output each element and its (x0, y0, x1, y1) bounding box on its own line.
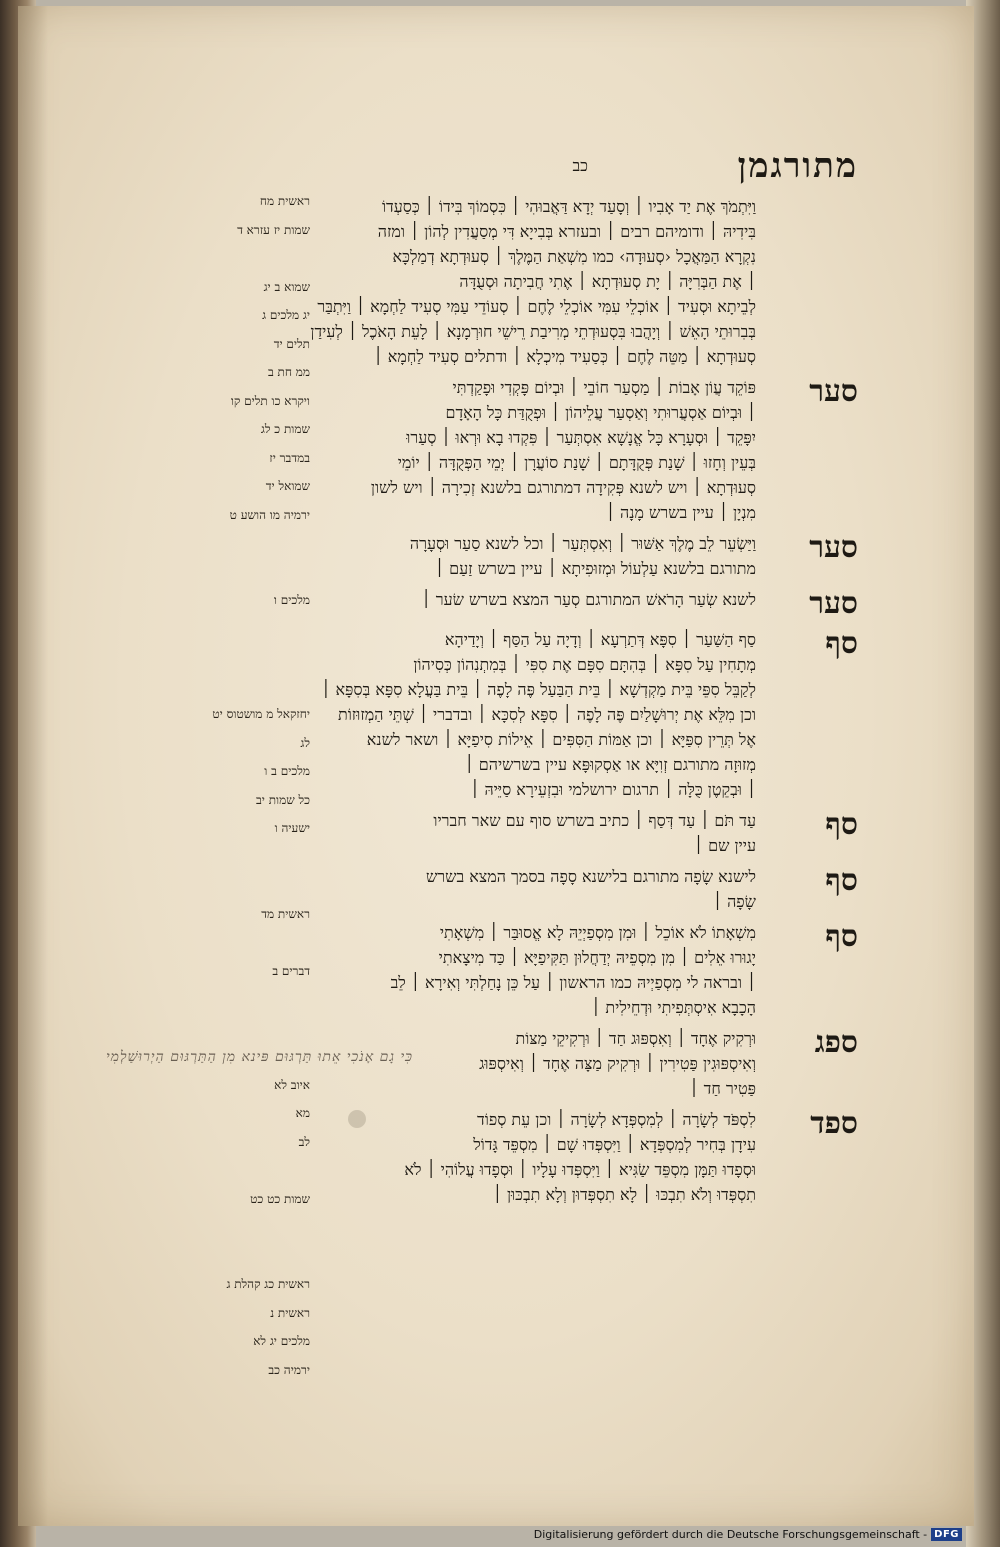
entry-root-word: סער (809, 374, 858, 409)
entry-text-line: נִקְרָא הַמַּאֲכָל ‹סְעוּדָה› כמו מִשְׁאַת הַמֶּלֶךְ ׀ סְעוּדְתָא דְמַלְכָּא (392, 247, 756, 266)
entry-text-line: ׀ אֶת הַבְּרִיָּה ׀ יָת סְעוּדְתָא ׀ אֶתִי חֲבִיתָה וּסְעֻדָּה (459, 272, 756, 291)
entry-text-line: בְּעֵין וְחָזוּ ׀ שָׁנַת פְּקֻדָּתָם ׀ שָׁנַת סוֹעֲרָן ׀ יְמֵי הַפְּקֻדָּה ׀ יוֹמֵי (397, 453, 756, 472)
margin-reference: שמות כ לג (260, 422, 310, 436)
dictionary-entry (168, 531, 858, 581)
margin-reference: שמות יז עזרא ד (237, 222, 310, 237)
entry-text-line: סְעוּדְתָא ׀ ויש לשנא פְּקִידָה דמתורגם בלשנא זְכִירָה ׀ ויש לשון (370, 478, 756, 497)
entry-text-line: לִסְפֹּד לְשָׂרָה ׀ לְמִסְפְּדָא לְשָׂרָה ׀ וכן עֵת סְפוֹד (477, 1110, 756, 1129)
margin-reference: איוב לא (274, 1077, 310, 1092)
margin-reference: שמואל יד (265, 479, 310, 493)
entry-text-line: שָׂפָה ׀ (712, 892, 756, 911)
entry-root-word: ספד (810, 1106, 858, 1141)
entry-text-line: עַד תֹּם ׀ עַד דְּסַף ׀ כתיב בשרש סוף עם שאר חבריו (433, 811, 756, 830)
entry-text-line: אֶל תְּרֵין סִפַּיָּא ׀ וכן אַמּוֹת הַסִּפִּים ׀ אֵילוֹת סִיפַיָּא ׀ ושאר לשנא (366, 730, 756, 749)
entry-text-line: סַף הַשַּׁעַר ׀ סִפָּא דְּתַרְעָא ׀ וְדָיָה עַל הַסַּף ׀ וְיָדַיהָא (444, 630, 756, 649)
margin-reference: ויקרא כו תלים קו (230, 393, 310, 408)
entry-text-line: עִידָן בְּחִיר לְמִסְפְּדָא ׀ וַיִּסְפְּדוּ שָׁם ׀ מִסְפֵּד גָּדוֹל (473, 1135, 756, 1154)
entry-text-line: ׀ וּבְקֵטֶן כֻּלָּה ׀ תרגום ירושלמי וּבִזְעֵירָא סַיֵּיהּ ׀ (470, 780, 756, 799)
dictionary-entry (168, 808, 858, 858)
margin-reference: ראשית נ (270, 1305, 310, 1320)
margin-reference: שמות כט כט (250, 1191, 310, 1206)
entry-text-line: יִפָּקֵד ׀ וּסְעָרָא כָּל אֱנָשָׁא אִסְתְּעַר ׀ פִּקְדוּ בָא וּרְאוּ ׀ סְעַרוּ (406, 428, 756, 447)
margin-reference: יג מלכים ג (262, 308, 310, 322)
entry-text-line: סְעוּדְתָא ׀ מַטֵּה לֶחֶם ׀ כְּסַעִיד מִיכְלָא ׀ ודתלים סְעִיד לַחְמָא ׀ (373, 347, 756, 366)
entry-text-line: מְתָחִין עַל סִפָּא ׀ בְּהִתָּם סִפָּם אֶת סִפִּי ׀ בְּמִתְנִהוֹן כְּסִיהוֹן (413, 655, 756, 674)
entry-text-line: בִּידִיהּ ׀ ודומיהם רבים ׀ ובעזרא בְּבִייָא דִּי מְסַעֲדִין לְהוֹן ׀ ומזה (377, 222, 756, 241)
margin-reference: תלים יד (273, 336, 310, 351)
margin-reference: ראשית מד (261, 906, 310, 921)
entry-text-line: פַּטִיר חַד ׀ (689, 1079, 756, 1098)
entry-body (168, 920, 756, 1020)
entry-root-word: סף (825, 919, 858, 954)
entry-root-word: ספג (814, 1025, 858, 1060)
margin-reference: שמוא ב יג (263, 279, 310, 294)
entry-text-line: תִסְפְּדוּ וְלֹא תִבְכּוּ ׀ לָא תִסְפְּדוּן וְלָא תִבְכּוּן ׀ (492, 1185, 756, 1204)
margin-reference: ממ חת ב (267, 365, 310, 379)
margin-reference: במדבר יז (269, 450, 310, 465)
entry-root-word: סף (825, 863, 858, 898)
entry-text-line: ׀ ובראה לי מִסְפַיְיהּ כמו הראשון ׀ עַל כֵּן נָחַלְתִּי וְאִירָא ׀ לֵב (390, 973, 756, 992)
entry-text-line: הָכָבָא אִיסְתְּפִיתִי וּדְחֵילִית ׀ (591, 998, 756, 1017)
margin-reference: מלכים ו (273, 593, 310, 607)
entry-text-line: וְאִיסְפּוּגִין פַּטִירִין ׀ וּרְקִיק מַצָּה אֶחָד ׀ וְאִיסְפּוּג (479, 1054, 756, 1073)
entry-text-line: ׀ וּבְיוֹם אַסְעֲרוּתִי וְאַסְעַר עֲלֵיהוֹן ׀ וּפְקֻדַּת כָּל הָאָדָם (445, 403, 756, 422)
dfg-logo-icon: DFG (931, 1528, 962, 1541)
entry-text-line: יָגוּרוּ אֵלִים ׀ מִן מִסְפֵיהּ יְדַחֲלוּן תַּקִּיפַיָּא ׀ כַּד מִיצָאתִי (438, 948, 756, 967)
entry-text-line: בְּבִרוּתֵי הָאֵשׁ ׀ וְיָהֲבוּ בִּסְעוּדְתֵי מְרִיבַת רֵישֵׁי חוּרְמָנָא ׀ לָעֵת הָאֹכֶל ׀ לְעִידַן (310, 322, 756, 341)
margin-reference: מלכים יג לא (253, 1334, 310, 1348)
entry-text-line: מתורגם בלשנא עַלְעוֹל וּמְזוּפִיתָא ׀ עיין בשרש זַעַם ׀ (435, 559, 756, 578)
entry-text-line: וַיַּשְׂעֵר לֵב מֶלֶךְ אַשּׁוּר ׀ וְאִסְתְּעַר ׀ וכל לשנא סַעַר וּסְעָרָה (409, 534, 756, 553)
entry-text-line: וכן מִלֵּא אֶת יְרוּשָׁלַיִם פֶּה לָפֶה ׀ סִפָּא לְסִכָּא ׀ ובדברי ׀ שְׁתֵּי הַמְזוּזוֹת (337, 705, 756, 724)
dictionary-entry (168, 587, 858, 621)
entry-text-line: מִשְׁאָתוֹ לֹא אוֹכֵל ׀ וּמִן מִסְפַיְיֵהּ לָא אֱסוּבַּר ׀ מִשְׁאָתִי (439, 923, 756, 942)
margin-reference: ירמיה מו הושע ט (229, 507, 310, 522)
book-page (18, 6, 974, 1526)
entry-text-line: לישנא שָׂפָה מתורגם בלישנא סָפָה בסמך המצא בשרש (425, 867, 756, 886)
entry-root-word: סער (809, 530, 858, 565)
entry-body (168, 864, 756, 914)
margin-reference: יחזקאל מ מושטוס יט (212, 707, 310, 721)
margin-reference: מא (295, 1106, 310, 1120)
margin-reference: ראשית כג קהלת ג (226, 1277, 310, 1291)
margin-reference: כל שמות יב (255, 792, 310, 807)
running-title: מתורגמן (737, 146, 858, 186)
entry-body (168, 194, 756, 369)
entry-text-line: לְבֵיתָא וּסְעִיד ׀ אוֹכְלֵי עִמִּי אוֹכְלֵי לֶחֶם ׀ סְעוֹדֵי עַמִּי סְעִיד לַחְמָא ׀ וַיִּתְבַּר (317, 297, 756, 316)
margin-reference: מלכים ב ו (264, 764, 310, 778)
entry-body (168, 531, 756, 581)
entry-root-word: סף (825, 626, 858, 661)
page-header (168, 146, 858, 190)
entry-body (168, 808, 756, 858)
folio-number: כב (572, 156, 588, 175)
margin-reference: לג (300, 735, 310, 750)
margin-reference: לב (298, 1134, 310, 1149)
entry-text-line: מְזוּזָה מתורגם זְוִיָּא או אַסְקוּפָּא עיין בשרשיהם ׀ (464, 755, 756, 774)
entry-text-line: פּוֹקֵד עֲוֹן אָבוֹת ׀ מַסְעַר חוֹבֵי ׀ וּבְיוֹם פָּקְדִי וּפָקַדְתִּי (452, 378, 756, 397)
entry-text-line: עיין שם ׀ (693, 836, 756, 855)
margin-reference: ישעיה ו (274, 821, 310, 835)
margin-reference: ראשית מח (259, 194, 310, 208)
margin-reference: דברים ב (272, 963, 310, 978)
digitization-footer (534, 1525, 962, 1543)
entry-text-line: וַיִּתְמֹךְ אֶת יַד אָבִיו ׀ וְסָעַד יְדָא דַּאֲבוּהִי ׀ כִּסְמוֹךְ בִּידוֹ ׀ כְּסַעְדוֹ (381, 197, 756, 216)
entry-text-line: וּרְקִיק אֶחָד ׀ וְאִסְפּוּג חַד ׀ וּרְקִיקֵי מַצּוֹת (515, 1029, 756, 1048)
entry-text-line: וּסְפָדוּ תַּמָּן מִסְפֵּד שַׂגִּיא ׀ וַיִּסְפְּדוּ עָלָיו ׀ וּסְפָדוּ עֲלוֹהִי ׀ לֹא (404, 1160, 756, 1179)
footer-credit: Digitalisierung gefördert durch die Deutsche Forschungsgemeinschaft - (533, 1527, 928, 1541)
entry-body (168, 587, 756, 612)
margin-reference: ירמיה כב (268, 1362, 310, 1377)
entry-text-line: לשנא שְׂעַר הָרֹאשׁ המתורגם סְעַר המצא בשרש שׂער ׀ (421, 590, 756, 609)
entry-text-line: מִנְיָן ׀ עיין בשרש מָנָה ׀ (605, 503, 756, 522)
handwritten-annotation: כִּי גָם אָנֹכִי אֵתוּ תַּרְגּוּם פּינא מִן הַתַּרְגּוּם הַיְרוּשַׁלְמִי (106, 1049, 413, 1065)
entry-text-line: לְקַבֵּל סִפֵּי בֵּית מַקְדְשָׁא ׀ בֵּית הַבַּעַל פֶּה לָפֶה ׀ בֵּית בַּעֲלָא סִפָּא בְּסִפָּא ׀ (321, 680, 756, 699)
entry-root-word: סער (809, 586, 858, 621)
entry-root-word: סף (825, 807, 858, 842)
